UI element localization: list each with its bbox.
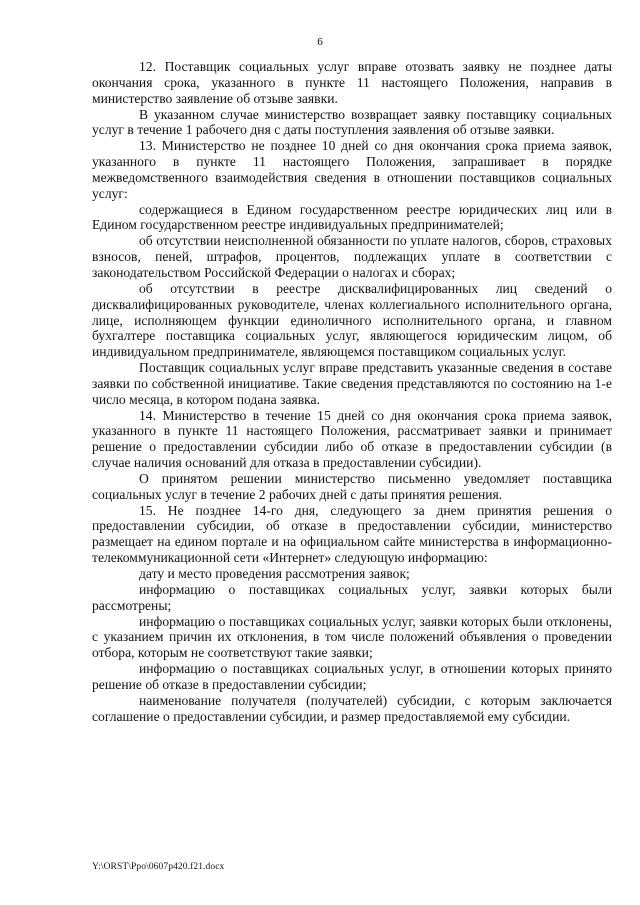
footer-file-path: Y:\ORST\Ppo\0607p420.f21.docx [92,862,225,872]
paragraph-15: 15. Не позднее 14-го дня, следующего за днем принятия решения о предоставлении субсидии, об отказе в предоставлении субсидии, министерство размещает на едином портале и на официальном сайте министерства в информационно-телекоммуникационной сети «Интернет» следующую информацию: [92,502,612,566]
list-item-taxes: об отсутствии неисполненной обязанности по уплате налогов, сборов, страховых взносов, пеней, штрафов, процентов, подлежащих уплате в соответствии с законодательством Российской Федерации о налогах и сборах; [92,233,612,280]
paragraph-14-notice: О принятом решении министерство письменно уведомляет поставщика социальных услуг в течение 2 рабочих дней с даты принятия решения. [92,470,612,502]
list-item-registry: содержащиеся в Едином государственном реестре юридических лиц или в Едином государственном реестре индивидуальных предпринимателей; [92,201,612,233]
list-item-reviewed: информацию о поставщиках социальных услуг, заявки которых были рассмотрены; [92,581,612,613]
list-item-disqualified: об отсутствии в реестре дисквалифицированных лиц сведений о дисквалифицированных руководителе, членах коллегиального исполнительного органа, лице, исполняющем функции единоличного исполнительного органа, и главном бухгалтере поставщика социальных услуг, являющегося юридическим лицом, об индивидуальном предпринимателе, являющемся поставщиком социальных услуг. [92,280,612,360]
page-number: 6 [317,36,323,48]
list-item-date-place: дату и место проведения рассмотрения заявок; [139,566,410,581]
paragraph-12-return: В указанном случае министерство возвращает заявку поставщику социальных услуг в течение 1 рабочего дня с даты поступления заявления об отзыве заявки. [92,106,612,138]
list-item-refused: информацию о поставщиках социальных услуг, в отношении которых принято решение об отказе в предоставлении субсидии; [92,661,612,692]
paragraph-12: 12. Поставщик социальных услуг вправе отозвать заявку не позднее даты окончания срока, указанного в пункте 11 настоящего Положения, направив в министерство заявление об отзыве заявки. [92,59,612,106]
document-body [92,59,612,724]
paragraph-13-initiative: Поставщик социальных услуг вправе представить указанные сведения в составе заявки по собственной инициативе. Такие сведения представляются по состоянию на 1-е число месяца, в котором подана заявка. [92,360,612,407]
paragraph-14: 14. Министерство в течение 15 дней со дня окончания срока приема заявок, указанного в пункте 11 настоящего Положения, рассматривает заявки и принимает решение о предоставлении субсидии либо об отказе в предоставлении субсидии (в случае наличия оснований для отказа в предоставлении субсидии). [92,407,612,471]
list-item-rejected: информацию о поставщиках социальных услуг, заявки которых были отклонены, с указанием причин их отклонения, в том числе положений объявления о проведении отбора, которым не соответствуют такие заявки; [92,613,612,661]
list-item-recipient: наименование получателя (получателей) субсидии, с которым заключается соглашение о предоставлении субсидии, и размер предоставляемой ему субсидии. [92,692,612,724]
paragraph-13: 13. Министерство не позднее 10 дней со дня окончания срока приема заявок, указанного в пункте 11 настоящего Положения, запрашивает в порядке межведомственного взаимодействия сведения в отношении поставщиков социальных услуг: [92,138,612,201]
